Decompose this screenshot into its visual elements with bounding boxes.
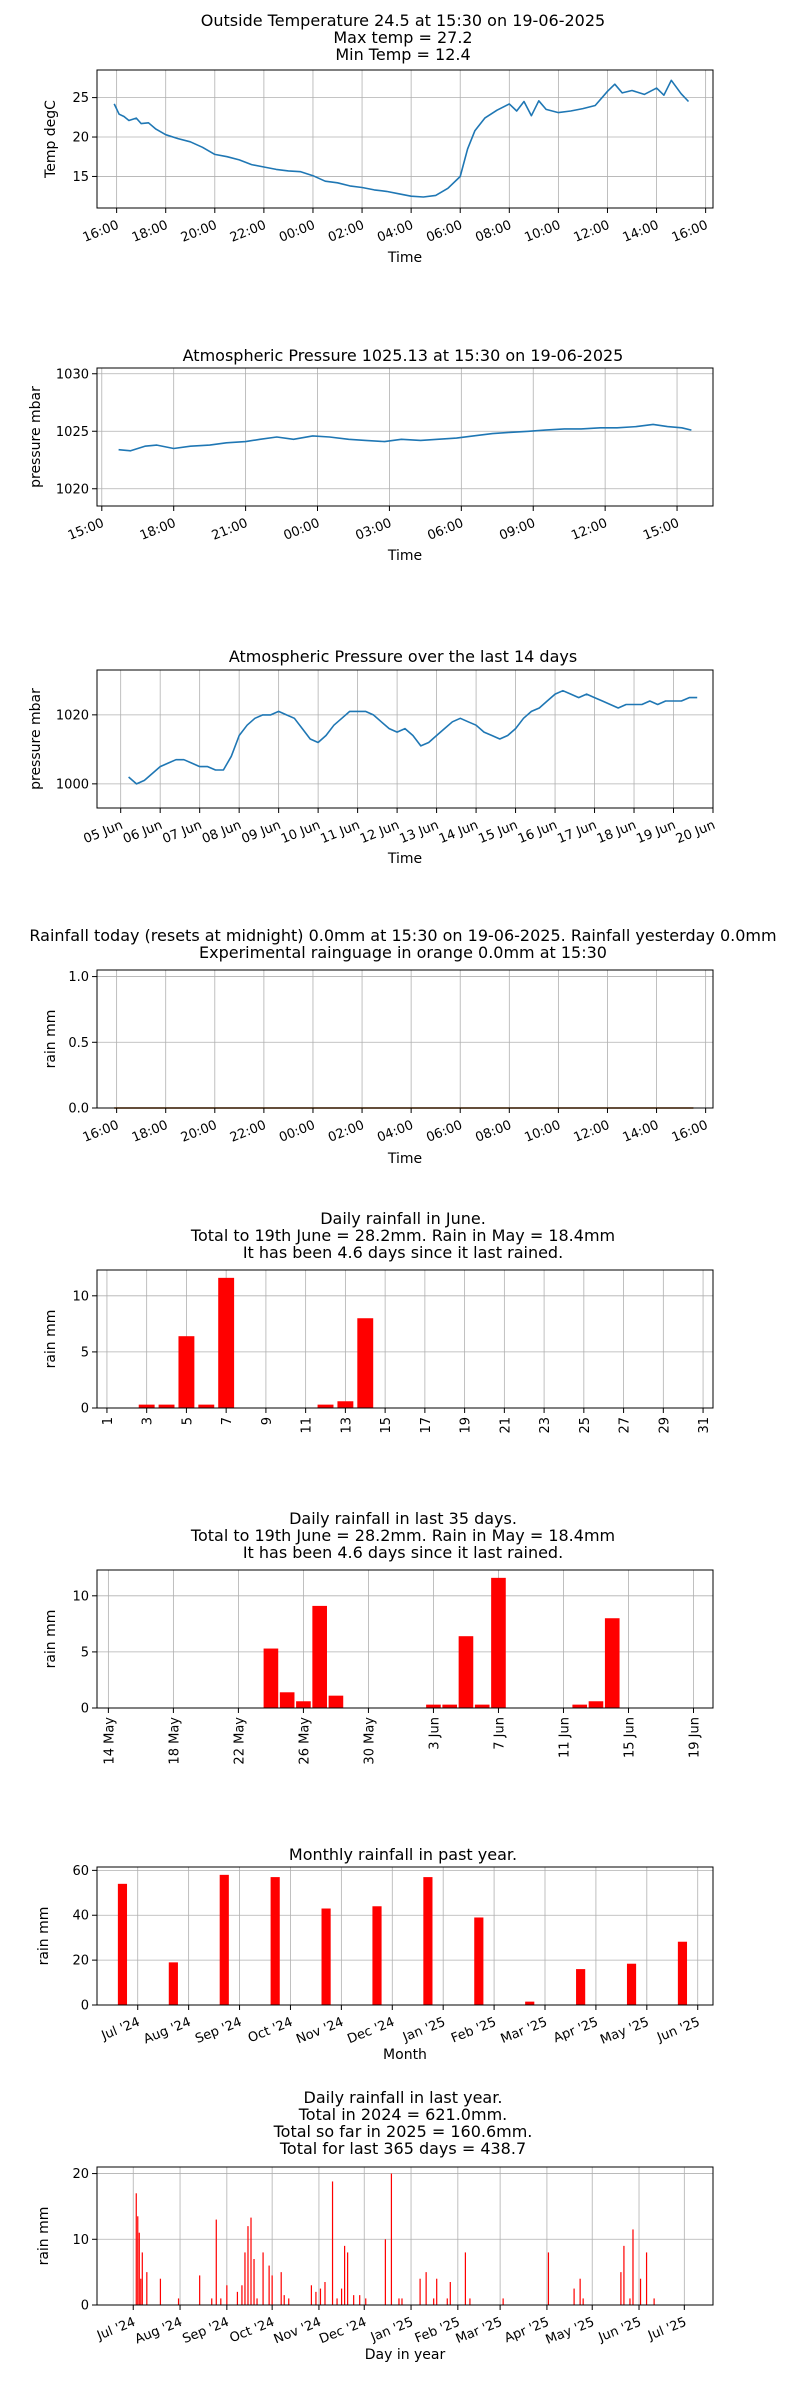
bar — [146, 2272, 147, 2305]
chart-title-line: Daily rainfall in June. — [320, 1209, 486, 1228]
bar — [580, 2279, 581, 2305]
bar — [623, 2246, 624, 2305]
chart-title-line: Atmospheric Pressure 1025.13 at 15:30 on 19-06-2025 — [182, 346, 624, 365]
x-tick-label: 02:00 — [326, 217, 367, 246]
x-tick-label: 30 May — [362, 1717, 378, 1765]
x-tick-label: 17 — [418, 1417, 434, 1434]
x-tick-label: 14 May — [102, 1717, 118, 1765]
y-tick-label: 5 — [80, 1645, 89, 1661]
x-tick-label: 20:00 — [178, 217, 220, 246]
bar — [198, 1405, 214, 1408]
bar — [218, 1278, 234, 1408]
y-tick-label: 0 — [80, 1998, 89, 2014]
x-tick-label: Jun '25 — [596, 2314, 644, 2346]
x-tick-label: 16:00 — [80, 1117, 122, 1146]
bar — [678, 1942, 687, 2005]
bar — [178, 2298, 179, 2305]
x-tick-label: 9 — [259, 1417, 275, 1426]
x-tick-label: Dec '24 — [345, 2014, 397, 2048]
x-tick-label: Apr '25 — [502, 2314, 552, 2347]
bar — [627, 1964, 636, 2005]
bar — [475, 1705, 490, 1708]
bar — [337, 1401, 353, 1408]
y-axis-label: rain mm — [43, 1009, 59, 1069]
y-tick-label: 60 — [72, 1863, 89, 1879]
x-tick-label: Oct '24 — [246, 2014, 295, 2047]
bar — [178, 1336, 194, 1408]
x-tick-label: 27 — [617, 1417, 633, 1434]
bar — [256, 2298, 257, 2305]
bar — [474, 1917, 483, 2005]
bar — [442, 1705, 457, 1708]
x-tick-label: May '25 — [543, 2314, 597, 2348]
y-tick-label: 20 — [72, 1953, 89, 1969]
bar — [137, 2216, 138, 2305]
x-tick-label: 00:00 — [277, 1117, 318, 1146]
x-tick-label: 06:00 — [424, 1117, 465, 1146]
y-tick-label: 0 — [80, 2298, 89, 2314]
x-tick-label: 5 — [180, 1417, 196, 1426]
x-tick-label: 08:00 — [473, 217, 514, 246]
bar — [336, 2298, 337, 2305]
plot-area-border — [97, 670, 713, 808]
x-axis-label: Time — [387, 851, 423, 867]
x-tick-label: 19 Jun — [634, 817, 679, 848]
bar — [272, 2275, 273, 2305]
chart-8 — [36, 2088, 713, 2363]
x-tick-label: 7 Jun — [492, 1717, 508, 1750]
x-tick-label: 21:00 — [209, 515, 251, 544]
x-tick-label: 10 Jun — [278, 817, 323, 848]
chart-title-line: Outside Temperature 24.5 at 15:30 on 19-06-2025 — [200, 11, 606, 30]
y-axis-label: Temp degC — [43, 100, 59, 178]
chart-title-line: Total to 19th June = 28.2mm. Rain in May = 18.4mm — [190, 1526, 616, 1545]
chart-2 — [28, 346, 713, 564]
y-tick-label: 0 — [80, 1401, 89, 1417]
y-tick-label: 25 — [72, 91, 89, 107]
x-tick-label: 19 Jun — [687, 1717, 703, 1758]
x-tick-label: 02:00 — [326, 1117, 367, 1146]
x-tick-label: Jun '25 — [655, 2014, 703, 2046]
y-tick-label: 1000 — [55, 777, 89, 793]
x-tick-label: 09 Jun — [239, 817, 284, 848]
x-tick-label: Sep '24 — [193, 2014, 245, 2047]
bar — [341, 2289, 342, 2305]
x-tick-label: Jul '24 — [95, 2314, 138, 2344]
x-tick-label: 23 — [538, 1417, 554, 1434]
x-tick-label: 14:00 — [620, 1117, 662, 1146]
x-tick-label: 06:00 — [425, 515, 466, 544]
x-tick-label: 18 Jun — [594, 817, 639, 848]
bar — [605, 1618, 620, 1708]
y-tick-label: 10 — [72, 2232, 89, 2248]
y-tick-label: 20 — [72, 2167, 89, 2183]
chart-7 — [36, 1845, 713, 2063]
y-tick-label: 1030 — [55, 367, 89, 383]
x-tick-label: 26 May — [297, 1717, 313, 1765]
x-tick-label: Feb '25 — [412, 2314, 463, 2347]
bar — [329, 1696, 344, 1708]
bar — [632, 2229, 633, 2305]
bar — [357, 1318, 373, 1408]
chart-title-line: Total in 2024 = 621.0mm. — [298, 2105, 508, 2124]
x-tick-label: 13 Jun — [397, 817, 442, 848]
chart-title-line: Daily rainfall in last 35 days. — [289, 1509, 517, 1528]
x-tick-label: Feb '25 — [449, 2014, 499, 2047]
x-tick-label: 16:00 — [669, 1117, 711, 1146]
x-tick-label: 1 — [100, 1417, 116, 1426]
x-tick-label: 22:00 — [228, 217, 269, 246]
bar — [344, 2246, 345, 2305]
x-tick-label: 18:00 — [129, 1117, 171, 1146]
chart-1 — [43, 11, 713, 266]
bar — [241, 2285, 242, 2305]
x-tick-label: 18 May — [167, 1717, 183, 1765]
bar — [359, 2295, 360, 2305]
chart-title-line: Experimental rainguage in orange 0.0mm at 15:30 — [199, 943, 607, 962]
y-tick-label: 1020 — [55, 482, 89, 498]
x-tick-label: 12:00 — [569, 515, 610, 544]
bar — [401, 2298, 402, 2305]
bar — [296, 1701, 311, 1708]
bar — [315, 2292, 316, 2305]
bar — [322, 1909, 331, 2005]
x-tick-label: 00:00 — [281, 515, 323, 544]
bar — [491, 1578, 506, 1708]
bar — [244, 2252, 245, 2305]
bar — [280, 1692, 295, 1708]
bar — [654, 2298, 655, 2305]
x-tick-label: 17 Jun — [555, 817, 600, 848]
bar — [398, 2298, 399, 2305]
bar — [372, 1906, 381, 2005]
x-tick-label: 3 Jun — [427, 1717, 443, 1750]
chart-title-line: Total to 19th June = 28.2mm. Rain in May = 18.4mm — [190, 1226, 616, 1245]
y-tick-label: 0.0 — [68, 1101, 89, 1117]
bar — [199, 2275, 200, 2305]
chart-4 — [29, 926, 776, 1167]
bar — [469, 2298, 470, 2305]
bar — [450, 2282, 451, 2305]
bar — [583, 2298, 584, 2305]
bar — [433, 2298, 434, 2305]
bar — [391, 2174, 392, 2305]
x-tick-label: 22 May — [232, 1717, 248, 1765]
x-tick-label: 20 Jun — [673, 817, 718, 848]
x-tick-label: 13 — [339, 1417, 355, 1434]
y-tick-label: 10 — [72, 1289, 89, 1305]
x-tick-label: Sep '24 — [180, 2314, 232, 2347]
x-tick-label: Jul '24 — [99, 2014, 143, 2044]
y-tick-label: 5 — [80, 1345, 89, 1361]
y-tick-label: 1025 — [55, 424, 89, 440]
bar — [525, 2002, 534, 2005]
x-tick-label: Jul '25 — [646, 2314, 689, 2344]
bar — [169, 1962, 178, 2005]
bar — [311, 2285, 312, 2305]
x-tick-label: 12:00 — [571, 1117, 612, 1146]
y-axis-label: rain mm — [43, 1609, 59, 1669]
x-tick-label: 3 — [140, 1417, 156, 1426]
series-line-1 — [129, 691, 698, 784]
bar — [423, 1877, 432, 2005]
x-tick-label: 7 — [220, 1417, 236, 1426]
bar — [320, 2289, 321, 2305]
x-tick-label: 16:00 — [669, 217, 711, 246]
x-axis-label: Time — [387, 250, 423, 266]
x-tick-label: Mar '25 — [498, 2014, 550, 2047]
x-tick-label: Nov '24 — [271, 2314, 324, 2348]
chart-title-line: Atmospheric Pressure over the last 14 days — [228, 647, 578, 666]
bar — [136, 2193, 137, 2305]
bar — [332, 2181, 333, 2305]
chart-title-line: Rainfall today (resets at midnight) 0.0mm at 15:30 on 19-06-2025. Rainfall yesterday 0.0mm — [29, 926, 777, 945]
bar — [250, 2218, 251, 2305]
bar — [281, 2272, 282, 2305]
y-axis-label: rain mm — [43, 1309, 59, 1369]
chart-title-line: Total so far in 2025 = 160.6mm. — [273, 2122, 533, 2141]
x-tick-label: 12:00 — [571, 217, 612, 246]
x-tick-label: 21 — [498, 1417, 514, 1434]
bar — [160, 2279, 161, 2305]
x-tick-label: Mar '25 — [453, 2314, 505, 2347]
x-tick-label: 25 — [577, 1417, 593, 1434]
x-tick-label: 18:00 — [129, 217, 171, 246]
y-tick-label: 1020 — [55, 708, 89, 724]
x-axis-label: Month — [383, 2047, 427, 2063]
bar — [365, 2298, 366, 2305]
x-tick-label: 06 Jun — [121, 817, 165, 848]
bar — [419, 2279, 420, 2305]
bar — [447, 2298, 448, 2305]
x-axis-label: Time — [387, 1151, 423, 1167]
x-tick-label: 15:00 — [65, 515, 107, 544]
bar — [576, 1969, 585, 2005]
plot-area-border — [97, 970, 713, 1108]
y-tick-label: 20 — [72, 130, 89, 146]
x-tick-label: 11 — [299, 1417, 315, 1434]
bar — [436, 2279, 437, 2305]
chart-6 — [43, 1509, 713, 1765]
x-tick-label: 08:00 — [473, 1117, 514, 1146]
bar — [271, 1877, 280, 2005]
bar — [347, 2252, 348, 2305]
x-tick-label: Jan '25 — [400, 2014, 448, 2046]
y-axis-label: pressure mbar — [28, 688, 44, 790]
bar — [646, 2252, 647, 2305]
plot-area-border — [97, 1570, 713, 1708]
bar — [548, 2252, 549, 2305]
x-tick-label: 03:00 — [353, 515, 394, 544]
x-tick-label: 09:00 — [497, 515, 538, 544]
chart-title-line: Min Temp = 12.4 — [335, 45, 471, 64]
x-tick-label: 15:00 — [641, 515, 682, 544]
plot-area-border — [97, 1867, 713, 2005]
x-axis-label: Time — [387, 548, 423, 564]
x-tick-label: Apr '25 — [551, 2014, 601, 2047]
bar — [284, 2295, 285, 2305]
y-tick-label: 40 — [72, 1908, 89, 1924]
bar — [573, 2289, 574, 2305]
x-tick-label: 22:00 — [228, 1117, 269, 1146]
x-tick-label: Aug '24 — [141, 2014, 194, 2048]
bar — [159, 1405, 175, 1408]
x-tick-label: 00:00 — [277, 217, 318, 246]
x-tick-label: Oct '24 — [227, 2314, 277, 2347]
x-tick-label: 07 Jun — [160, 817, 205, 848]
bar — [353, 2295, 354, 2305]
chart-title-line: Monthly rainfall in past year. — [288, 1845, 518, 1864]
bar — [572, 1705, 587, 1708]
bar — [226, 2285, 227, 2305]
chart-title-line: It has been 4.6 days since it last rained. — [242, 1243, 564, 1262]
x-tick-label: 19 — [458, 1417, 474, 1434]
bar — [288, 2298, 289, 2305]
x-tick-label: 04:00 — [375, 217, 416, 246]
chart-title-line: Total for last 365 days = 438.7 — [279, 2139, 527, 2158]
x-tick-label: 11 Jun — [557, 1717, 573, 1758]
y-axis-label: rain mm — [36, 2206, 52, 2266]
bar — [620, 2272, 621, 2305]
x-tick-label: 11 Jun — [318, 817, 363, 848]
x-tick-label: 06:00 — [424, 217, 465, 246]
bar — [237, 2292, 238, 2305]
y-tick-label: 1.0 — [68, 970, 89, 986]
x-tick-label: 29 — [657, 1417, 673, 1434]
x-tick-label: Dec '24 — [317, 2314, 369, 2348]
bar — [318, 1405, 334, 1408]
bar — [640, 2279, 641, 2305]
x-tick-label: 08 Jun — [200, 817, 244, 848]
x-axis-label: Day in year — [364, 2347, 446, 2363]
x-tick-label: 20:00 — [178, 1117, 220, 1146]
x-tick-label: 05 Jun — [81, 817, 126, 848]
x-tick-label: 12 Jun — [357, 817, 402, 848]
bar — [426, 2272, 427, 2305]
x-tick-label: 14:00 — [620, 217, 662, 246]
bar — [312, 1606, 327, 1708]
bar — [459, 1636, 474, 1708]
bar — [269, 2266, 270, 2305]
chart-5 — [43, 1209, 713, 1434]
y-axis-label: rain mm — [36, 1906, 52, 1966]
chart-title-line: It has been 4.6 days since it last rained. — [242, 1543, 564, 1562]
x-tick-label: 31 — [697, 1417, 713, 1434]
bar — [247, 2226, 248, 2305]
y-tick-label: 0 — [80, 1701, 89, 1717]
chart-title-line: Daily rainfall in last year. — [303, 2088, 503, 2107]
bar — [139, 2233, 140, 2305]
x-tick-label: Jan '25 — [368, 2314, 416, 2346]
bar — [629, 2298, 630, 2305]
bar — [264, 1649, 279, 1708]
bar — [220, 1875, 229, 2005]
bar — [503, 2298, 504, 2305]
y-axis-label: pressure mbar — [28, 386, 44, 488]
x-tick-label: Nov '24 — [294, 2014, 346, 2048]
bar — [140, 2279, 141, 2305]
chart-3 — [28, 647, 717, 867]
y-tick-label: 10 — [72, 1589, 89, 1605]
x-tick-label: 15 — [379, 1417, 395, 1434]
y-tick-label: 15 — [72, 169, 89, 185]
x-tick-label: 16 Jun — [515, 817, 560, 848]
x-tick-label: Aug '24 — [132, 2314, 185, 2348]
bar — [426, 1705, 441, 1708]
bar — [589, 1701, 604, 1708]
bar — [385, 2239, 386, 2305]
bar — [142, 2252, 143, 2305]
x-tick-label: 10:00 — [522, 1117, 563, 1146]
x-tick-label: May '25 — [598, 2014, 652, 2048]
bar — [216, 2220, 217, 2305]
bar — [139, 1405, 155, 1408]
bar — [262, 2252, 263, 2305]
x-tick-label: 15 Jun — [622, 1717, 638, 1758]
x-tick-label: 14 Jun — [436, 817, 481, 848]
y-tick-label: 0.5 — [68, 1035, 89, 1051]
x-tick-label: 10:00 — [522, 217, 563, 246]
bar — [118, 1884, 127, 2005]
bar — [324, 2282, 325, 2305]
bar — [211, 2298, 212, 2305]
plot-area-border — [97, 368, 713, 506]
bar — [253, 2259, 254, 2305]
bar — [465, 2252, 466, 2305]
x-tick-label: 15 Jun — [476, 817, 521, 848]
x-tick-label: 16:00 — [80, 217, 122, 246]
bar — [220, 2298, 221, 2305]
x-tick-label: 04:00 — [375, 1117, 416, 1146]
x-tick-label: 18:00 — [137, 515, 179, 544]
chart-title-line: Max temp = 27.2 — [333, 28, 473, 47]
